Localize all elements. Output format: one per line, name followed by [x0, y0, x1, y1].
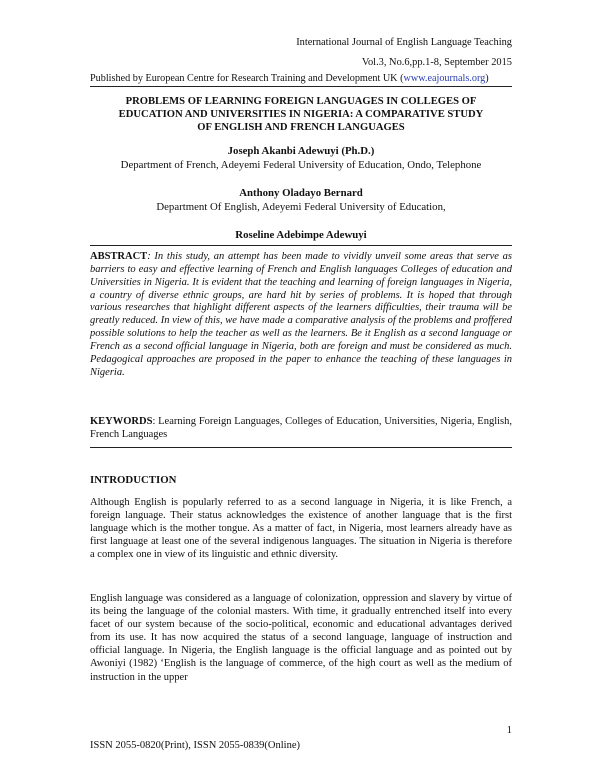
author-name: Anthony Oladayo Bernard: [239, 187, 363, 199]
author-affiliation: Department of French, Adeyemi Federal University of Education, Ondo, Telephone: [120, 159, 482, 171]
keywords-text: : Learning Foreign Languages, Colleges of Education, Universities, Nigeria, English, French Languages: [90, 416, 512, 440]
keywords: [90, 415, 512, 441]
keywords-label: KEYWORDS: [90, 416, 153, 427]
author-name: Roseline Adebimpe Adewuyi: [235, 229, 367, 241]
abstract-text: : In this study, an attempt has been made to vividly unveil some areas that serve as barriers to easy and effective learning of French and English languages Colleges of education and Universities in Nigeria. It is evident that the teaching and learning of foreign languages in Nigeria, a country of diverse ethnic groups, are hard hit by series of problems. It is hoped that through various researches that highlight different aspects of the learners difficulties, their trauma will be greatly reduced. In view of this, we have made a comparative analysis of the problems and proffered possible solutions to help the teacher as well as the learners. Be it English as a second language or French as a second official language in Nigeria, both are foreign and must be considered as much. Pedagogical approaches are proposed in the paper to enhance the teaching of these languages in Nigeria.: [90, 251, 512, 378]
publisher-suffix: ): [485, 73, 489, 84]
title-line-1: PROBLEMS OF LEARNING FOREIGN LANGUAGES IN COLLEGES OF: [125, 96, 477, 107]
keywords-bottom-rule: [90, 447, 512, 448]
author-affiliation: Department Of English, Adeyemi Federal University of Education,: [156, 201, 446, 213]
journal-name: International Journal of English Language Teaching: [296, 37, 512, 48]
abstract: [90, 251, 512, 379]
intro-paragraph-2: English language was considered as a language of colonization, oppression and slavery by virtue of its being the language of the colonial masters. With time, it gradually entrenched itself into every facet of our system because of the socio-political, economic and educational advantages derived from its use. It has now acquired the status of a second language, language of instruction and official language. In Nigeria, the English language is the official language and as pointed out by Awoniyi (1982) ‘English is the language of commerce, of the high court as well as the medium of instruction in the upper: [90, 593, 512, 683]
publisher-line: [90, 73, 489, 84]
intro-paragraph-1: Although English is popularly referred to as a second language in Nigeria, it is like French, a foreign language. Their status acknowledges the existence of another language that is the first language which is the mother tongue. As a matter of fact, in Nigeria, most learners already have as first language at least one of the several indigenous languages. The situation in Nigeria is therefore a complex one in view of its linguistic and ethnic diversity.: [90, 497, 512, 561]
title-line-3: OF ENGLISH AND FRENCH LANGUAGES: [197, 122, 405, 134]
abstract-label: ABSTRACT: [90, 251, 148, 262]
title-line-2: EDUCATION AND UNIVERSITIES IN NIGERIA: A COMPARATIVE STUDY: [118, 109, 484, 121]
publisher-link[interactable]: www.eajournals.org: [403, 73, 486, 84]
page-number: 1: [506, 725, 512, 736]
author-name: Joseph Akanbi Adewuyi (Ph.D.): [227, 145, 375, 157]
volume-info: Vol.3, No.6,pp.1-8, September 2015: [361, 57, 512, 68]
section-heading: INTRODUCTION: [90, 474, 177, 486]
header-rule: [90, 86, 512, 87]
paper-title: [90, 95, 512, 135]
abstract-top-rule: [90, 245, 512, 246]
publisher-text: Published by European Centre for Research Training and Development UK (: [90, 73, 404, 84]
issn-footer: ISSN 2055-0820(Print), ISSN 2055-0839(Online): [90, 740, 300, 751]
